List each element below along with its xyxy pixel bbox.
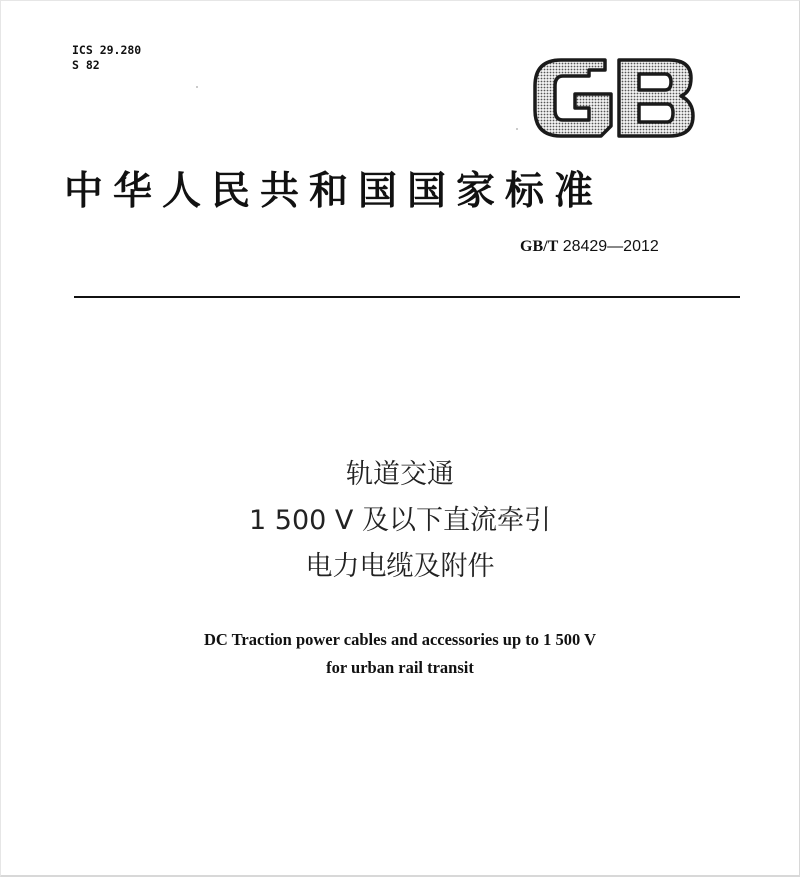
english-title [0,626,800,682]
ics-code: ICS 29.280 [72,43,142,57]
header-divider [74,296,740,298]
scan-speck [516,128,518,130]
gb-logo [531,56,697,140]
chinese-title-line: 电力电缆及附件 [305,551,495,582]
ccs-code: S 82 [72,58,100,72]
standard-code: 28429—2012 [562,238,659,255]
standard-prefix: GB/T [520,238,559,255]
chinese-title-line: 1 500 V 及以下直流牵引 [249,505,551,536]
standard-number [520,238,659,256]
classification-codes [72,43,141,73]
scan-speck [196,86,198,88]
standard-category-heading: 中华人民共和国国家标准 [64,168,604,214]
chinese-title-line: 轨道交通 [346,459,454,490]
chinese-title [0,452,800,590]
english-title-line: for urban rail transit [326,658,474,677]
english-title-line: DC Traction power cables and accessories up to 1 500 V [203,630,597,649]
